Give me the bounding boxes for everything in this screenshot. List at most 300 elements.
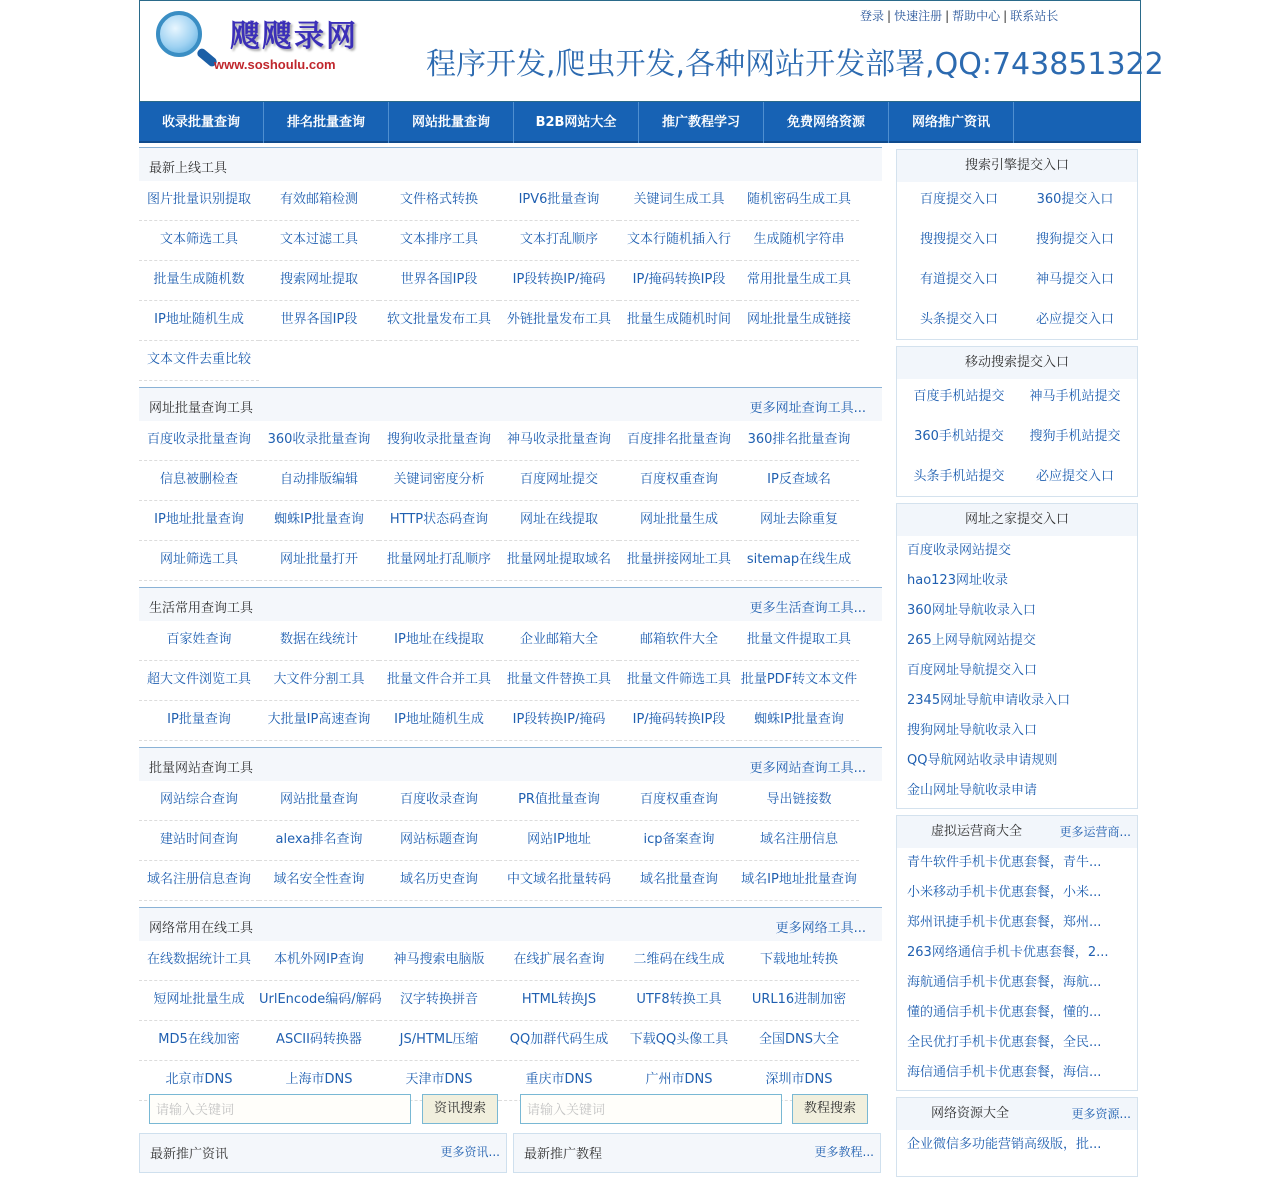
tool-cell xyxy=(259,821,379,861)
tool-link[interactable]: 百度收录批量查询 xyxy=(146,432,251,447)
tool-cell xyxy=(619,861,739,901)
sidebar-link[interactable]: 百度手机站提交 xyxy=(913,389,1005,404)
tool-cell xyxy=(139,1021,259,1061)
tool-link[interactable]: 域名注册信息查询 xyxy=(146,872,251,887)
logo-url: www.soshoulu.com xyxy=(214,57,336,72)
tool-cell xyxy=(139,341,259,381)
tool-link[interactable]: 大文件分割工具 xyxy=(273,672,365,687)
tool-cell xyxy=(739,941,859,981)
tool-link[interactable]: 批量文件合并工具 xyxy=(386,672,491,687)
tool-cell xyxy=(619,621,739,661)
more-news-link[interactable]: 更多资讯... xyxy=(440,1145,500,1159)
tool-link[interactable]: QQ加群代码生成 xyxy=(509,1032,609,1047)
resource-list xyxy=(897,1130,1137,1160)
top-links xyxy=(860,7,1058,24)
tool-cell xyxy=(139,301,259,341)
section-header xyxy=(139,387,882,421)
tool-link[interactable]: 批量文件替换工具 xyxy=(506,672,611,687)
tool-link[interactable]: 搜索网址提取 xyxy=(279,272,358,287)
tool-link[interactable]: 建站时间查询 xyxy=(159,832,238,847)
tool-link[interactable]: 网址批量打开 xyxy=(279,552,358,567)
tool-link[interactable]: IP批量查询 xyxy=(167,712,231,727)
tool-cell xyxy=(379,261,499,301)
more-operators-link[interactable]: 更多运营商... xyxy=(1059,825,1131,839)
tool-cell xyxy=(619,1021,739,1061)
tool-link[interactable]: 域名历史查询 xyxy=(399,872,478,887)
nav-site-submit-panel xyxy=(896,503,1138,809)
tool-cell xyxy=(499,221,619,261)
tool-cell xyxy=(619,541,739,581)
section-more-link[interactable]: 更多网站查询工具... xyxy=(749,761,866,776)
tool-link[interactable]: 网站标题查询 xyxy=(399,832,478,847)
tool-cell xyxy=(499,1021,619,1061)
tool-cell xyxy=(619,261,739,301)
tool-link[interactable]: 百度权重查询 xyxy=(639,792,718,807)
tool-link[interactable]: 有效邮箱检测 xyxy=(279,192,358,207)
tool-grid xyxy=(139,621,871,741)
tool-link[interactable]: 文本行随机插入行 xyxy=(626,232,731,247)
sidebar-link[interactable]: hao123网址收录 xyxy=(907,573,1008,588)
search-engine-submit-panel xyxy=(896,149,1138,340)
operator-list xyxy=(897,848,1137,1088)
tool-cell xyxy=(739,861,859,901)
mobile-submit-panel xyxy=(896,346,1138,497)
tool-link[interactable]: 百度权重查询 xyxy=(639,472,718,487)
tool-link[interactable]: 文本过滤工具 xyxy=(279,232,358,247)
tool-link[interactable]: 广州市DNS xyxy=(645,1072,713,1087)
tool-cell xyxy=(739,261,859,301)
tool-link[interactable]: 文本筛选工具 xyxy=(159,232,238,247)
help-link[interactable]: 帮助中心 xyxy=(952,9,1001,23)
tool-link[interactable]: 企业邮箱大全 xyxy=(519,632,598,647)
tool-cell xyxy=(379,541,499,581)
tool-link[interactable]: MD5在线加密 xyxy=(158,1032,240,1047)
panel-header xyxy=(897,1098,1137,1130)
tool-cell xyxy=(739,821,859,861)
tool-cell xyxy=(139,221,259,261)
tool-link[interactable]: 网址去除重复 xyxy=(759,512,838,527)
tool-link[interactable]: 文本打乱顺序 xyxy=(519,232,598,247)
tool-link[interactable]: 自动排版编辑 xyxy=(279,472,358,487)
tool-cell xyxy=(259,541,379,581)
sidebar-link[interactable]: 百度提交入口 xyxy=(919,192,998,207)
tool-cell xyxy=(739,221,859,261)
tool-link[interactable]: 关键词生成工具 xyxy=(633,192,725,207)
tool-link[interactable]: 全国DNS大全 xyxy=(759,1032,839,1047)
register-link[interactable]: 快速注册 xyxy=(894,9,943,23)
tool-link[interactable]: 网址在线提取 xyxy=(519,512,598,527)
tool-cell xyxy=(259,421,379,461)
tool-cell xyxy=(259,621,379,661)
tool-link[interactable]: 世界各国IP段 xyxy=(400,272,478,287)
network-resources-panel xyxy=(896,1097,1138,1177)
tool-link[interactable]: 文件格式转换 xyxy=(399,192,478,207)
tool-link[interactable]: 短网址批量生成 xyxy=(153,992,245,1007)
sidebar-link[interactable]: 百度收录网站提交 xyxy=(907,543,1012,558)
tool-cell xyxy=(379,1021,499,1061)
tool-link[interactable]: alexa排名查询 xyxy=(275,832,363,847)
tool-link[interactable]: UTF8转换工具 xyxy=(636,992,722,1007)
nav-item-rank-query[interactable]: 排名批量查询 xyxy=(264,102,389,143)
tool-link[interactable]: 批量生成随机时间 xyxy=(626,312,731,327)
tool-link[interactable]: 大批量IP高速查询 xyxy=(267,712,371,727)
tool-link[interactable]: 世界各国IP段 xyxy=(280,312,358,327)
latest-news-panel xyxy=(139,1133,507,1173)
tool-cell xyxy=(619,941,739,981)
tool-cell xyxy=(739,701,859,741)
tool-cell xyxy=(499,181,619,221)
tool-link[interactable]: 在线数据统计工具 xyxy=(146,952,251,967)
login-link[interactable]: 登录 xyxy=(860,9,885,23)
nav-site-list xyxy=(897,536,1137,806)
tool-link[interactable]: 本机外网IP查询 xyxy=(274,952,364,967)
tool-link[interactable]: 神马搜索电脑版 xyxy=(393,952,485,967)
tool-link[interactable]: HTTP状态码查询 xyxy=(389,512,489,527)
section-title: 生活常用查询工具 xyxy=(149,601,254,616)
tool-cell xyxy=(259,301,379,341)
tool-cell xyxy=(379,701,499,741)
tool-link[interactable]: 360排名批量查询 xyxy=(747,432,851,447)
sidebar-link[interactable]: 海航通信手机卡优惠套餐，海航... xyxy=(907,975,1102,990)
tool-cell xyxy=(739,541,859,581)
tool-cell xyxy=(619,781,739,821)
mobile-list xyxy=(897,379,1137,499)
tool-cell xyxy=(259,1021,379,1061)
tool-link[interactable]: 百度排名批量查询 xyxy=(626,432,731,447)
sidebar-link[interactable]: 百度网址导航提交入口 xyxy=(907,663,1038,678)
nav-item-site-query[interactable]: 网站批量查询 xyxy=(389,102,514,143)
tool-cell xyxy=(259,661,379,701)
tool-cell xyxy=(139,941,259,981)
tool-link[interactable]: icp备案查询 xyxy=(643,832,715,847)
tool-cell xyxy=(739,301,859,341)
section-more-link[interactable]: 更多网络工具... xyxy=(775,921,866,936)
tool-link[interactable]: 软文批量发布工具 xyxy=(386,312,491,327)
tool-cell xyxy=(739,621,859,661)
sidebar-link[interactable]: 神马手机站提交 xyxy=(1029,389,1121,404)
tool-link[interactable]: 天津市DNS xyxy=(405,1072,473,1087)
tool-cell xyxy=(259,461,379,501)
logo-text: 飕飕录网 xyxy=(230,19,358,54)
tool-cell xyxy=(139,821,259,861)
tool-link[interactable]: 外链批量发布工具 xyxy=(506,312,611,327)
tool-link[interactable]: 批量网址打乱顺序 xyxy=(386,552,491,567)
tool-cell xyxy=(499,421,619,461)
tool-link[interactable]: 在线扩展名查询 xyxy=(513,952,605,967)
tool-link[interactable]: ASCII码转换器 xyxy=(276,1032,362,1047)
tool-link[interactable]: 重庆市DNS xyxy=(525,1072,593,1087)
panel-title: 搜索引擎提交入口 xyxy=(897,150,1137,182)
tool-link[interactable]: 网址筛选工具 xyxy=(159,552,238,567)
main-content xyxy=(139,147,882,1107)
tool-link[interactable]: IP地址随机生成 xyxy=(154,312,244,327)
tool-cell xyxy=(619,501,739,541)
tool-link[interactable]: 百度收录查询 xyxy=(399,792,478,807)
tool-cell xyxy=(499,781,619,821)
nav-item-tutorials[interactable]: 推广教程学习 xyxy=(639,102,764,143)
tool-link[interactable]: 邮箱软件大全 xyxy=(639,632,718,647)
nav-item-b2b[interactable]: B2B网站大全 xyxy=(514,102,639,143)
news-search-input[interactable] xyxy=(149,1094,411,1124)
sidebar-link[interactable]: 搜狗手机站提交 xyxy=(1029,429,1121,444)
sidebar-link[interactable]: 金山网址导航收录申请 xyxy=(907,783,1038,798)
tool-link[interactable]: 图片批量识别提取 xyxy=(146,192,251,207)
tool-cell xyxy=(499,941,619,981)
tool-cell xyxy=(499,661,619,701)
tool-cell xyxy=(259,781,379,821)
tool-cell xyxy=(499,261,619,301)
tool-cell xyxy=(619,301,739,341)
tool-link[interactable]: 生成随机字符串 xyxy=(753,232,845,247)
tool-link[interactable]: 深圳市DNS xyxy=(765,1072,833,1087)
tool-cell xyxy=(619,461,739,501)
tool-cell xyxy=(139,501,259,541)
tool-cell xyxy=(739,781,859,821)
tool-cell xyxy=(379,781,499,821)
tool-link[interactable]: 360收录批量查询 xyxy=(267,432,371,447)
sidebar-link[interactable]: 搜搜提交入口 xyxy=(919,232,998,247)
tool-link[interactable]: 网址批量生成 xyxy=(639,512,718,527)
tool-cell xyxy=(379,181,499,221)
tool-cell xyxy=(139,661,259,701)
tutorial-search-button[interactable]: 教程搜索 xyxy=(792,1094,868,1124)
nav-item-news[interactable]: 网络推广资讯 xyxy=(889,102,1014,143)
tool-cell xyxy=(139,981,259,1021)
tool-link[interactable]: 域名安全性查询 xyxy=(273,872,365,887)
tool-cell xyxy=(619,661,739,701)
magnifier-icon xyxy=(156,11,202,57)
panel-title: 虚拟运营商大全 xyxy=(931,824,1023,839)
sidebar-link[interactable]: 头条手机站提交 xyxy=(913,469,1005,484)
tool-cell xyxy=(739,501,859,541)
section-more-link[interactable]: 更多网址查询工具... xyxy=(749,401,866,416)
tool-link[interactable]: 批量生成随机数 xyxy=(153,272,245,287)
tool-cell xyxy=(139,541,259,581)
tool-cell xyxy=(499,861,619,901)
tool-link[interactable]: 域名批量查询 xyxy=(639,872,718,887)
tool-cell xyxy=(379,621,499,661)
sidebar-link[interactable]: 必应提交入口 xyxy=(1035,312,1114,327)
tool-link[interactable]: 文本文件去重比较 xyxy=(146,352,251,367)
tool-cell xyxy=(499,461,619,501)
tool-cell xyxy=(499,821,619,861)
section-header xyxy=(139,907,882,941)
tool-cell xyxy=(499,981,619,1021)
more-tutorials-link[interactable]: 更多教程... xyxy=(814,1145,874,1159)
tool-link[interactable]: 超大文件浏览工具 xyxy=(146,672,251,687)
tool-cell xyxy=(379,981,499,1021)
tool-cell xyxy=(139,261,259,301)
nav-item-index-query[interactable]: 收录批量查询 xyxy=(139,102,264,143)
nav-item-resources[interactable]: 免费网络资源 xyxy=(764,102,889,143)
tool-link[interactable]: 网站综合查询 xyxy=(159,792,238,807)
tool-link[interactable]: 网站批量查询 xyxy=(279,792,358,807)
tool-link[interactable]: 搜狗收录批量查询 xyxy=(386,432,491,447)
tool-cell xyxy=(259,221,379,261)
latest-tutorials-panel xyxy=(513,1133,881,1173)
tool-link[interactable]: 常用批量生成工具 xyxy=(746,272,851,287)
sidebar-link[interactable]: 全民优打手机卡优惠套餐，全民... xyxy=(907,1035,1102,1050)
tool-link[interactable]: IP/掩码转换IP段 xyxy=(632,272,726,287)
tool-link[interactable]: JS/HTML压缩 xyxy=(399,1032,479,1047)
tool-cell xyxy=(379,861,499,901)
tool-link[interactable]: 二维码在线生成 xyxy=(633,952,725,967)
tool-link[interactable]: UrlEncode编码/解码 xyxy=(259,992,382,1007)
section-title: 最新上线工具 xyxy=(149,161,228,176)
separator: | xyxy=(887,9,892,23)
tool-link[interactable]: IP地址随机生成 xyxy=(394,712,484,727)
tool-cell xyxy=(619,181,739,221)
tool-cell xyxy=(619,701,739,741)
tool-cell xyxy=(739,981,859,1021)
separator: | xyxy=(945,9,950,23)
latest-tutorials-title: 最新推广教程 xyxy=(524,1147,603,1162)
sidebar-link[interactable]: 搜狗网址导航收录入口 xyxy=(907,723,1038,738)
tool-cell xyxy=(139,781,259,821)
tool-cell xyxy=(739,181,859,221)
tool-cell xyxy=(739,421,859,461)
separator: | xyxy=(1003,9,1008,23)
sidebar-link[interactable]: 265上网导航网站提交 xyxy=(907,633,1036,648)
tool-cell xyxy=(259,981,382,1021)
panel-title: 网址之家提交入口 xyxy=(897,504,1137,536)
tool-grid xyxy=(139,181,871,381)
tool-cell xyxy=(259,181,379,221)
sidebar-link[interactable]: 必应提交入口 xyxy=(1035,469,1114,484)
sidebar-link[interactable]: 263网络通信手机卡优惠套餐，2... xyxy=(907,945,1109,960)
sidebar-link[interactable]: 搜狗提交入口 xyxy=(1035,232,1114,247)
tool-cell xyxy=(619,821,739,861)
tool-link[interactable]: HTML转换JS xyxy=(521,992,597,1007)
sidebar-link[interactable]: 懂的通信手机卡优惠套餐，懂的... xyxy=(907,1005,1102,1020)
tool-cell xyxy=(139,861,259,901)
tool-link[interactable]: 批量网址提取域名 xyxy=(506,552,611,567)
tool-cell xyxy=(739,1021,859,1061)
tool-cell xyxy=(259,501,379,541)
tool-link[interactable]: 下载QQ头像工具 xyxy=(629,1032,729,1047)
tool-link[interactable]: 随机密码生成工具 xyxy=(746,192,851,207)
tutorial-search-input[interactable] xyxy=(520,1094,782,1124)
tool-cell xyxy=(499,621,619,661)
tool-link[interactable]: 蜘蛛IP批量查询 xyxy=(274,512,364,527)
tool-link[interactable]: URL16进制加密 xyxy=(751,992,847,1007)
section-header xyxy=(139,587,882,621)
tool-link[interactable]: IP/掩码转换IP段 xyxy=(632,712,726,727)
tool-link[interactable]: 汉字转换拼音 xyxy=(399,992,478,1007)
tool-cell xyxy=(139,421,259,461)
tool-link[interactable]: 网址批量生成链接 xyxy=(746,312,851,327)
more-resources-link[interactable]: 更多资源... xyxy=(1071,1107,1131,1121)
tool-link[interactable]: 批量文件筛选工具 xyxy=(626,672,731,687)
section-header xyxy=(139,147,882,181)
section-header xyxy=(139,747,882,781)
tool-link[interactable]: 文本排序工具 xyxy=(399,232,478,247)
tool-link[interactable]: sitemap在线生成 xyxy=(746,552,852,567)
tool-cell xyxy=(499,541,619,581)
main-nav xyxy=(139,102,1141,143)
tool-cell xyxy=(379,501,499,541)
tool-link[interactable]: 批量PDF转文本文件 xyxy=(740,672,858,687)
tool-cell xyxy=(739,661,859,701)
tool-link[interactable]: IP反查域名 xyxy=(767,472,831,487)
tool-link[interactable]: 批量拼接网址工具 xyxy=(626,552,731,567)
panel-title: 网络资源大全 xyxy=(931,1106,1010,1121)
sidebar-link[interactable]: 企业微信多功能营销高级版，批... xyxy=(907,1137,1102,1152)
tool-link[interactable]: IP地址批量查询 xyxy=(154,512,244,527)
tool-link[interactable]: IP地址在线提取 xyxy=(394,632,484,647)
tool-link[interactable]: 域名IP地址批量查询 xyxy=(741,872,857,887)
sidebar-link[interactable]: QQ导航网站收录申请规则 xyxy=(907,753,1058,768)
sidebar-link[interactable]: 360提交入口 xyxy=(1036,192,1114,207)
tool-cell xyxy=(619,221,739,261)
tool-link[interactable]: 下载地址转换 xyxy=(759,952,838,967)
tool-link[interactable]: PR值批量查询 xyxy=(518,792,600,807)
tool-cell xyxy=(379,821,499,861)
tool-cell xyxy=(139,461,259,501)
tool-cell xyxy=(619,981,739,1021)
panel-header xyxy=(897,816,1137,848)
sidebar-link[interactable]: 2345网址导航申请收录入口 xyxy=(907,693,1071,708)
tool-cell xyxy=(259,861,379,901)
tool-link[interactable]: 批量文件提取工具 xyxy=(746,632,851,647)
news-search-button[interactable]: 资讯搜索 xyxy=(422,1094,498,1124)
tool-link[interactable]: 百度网址提交 xyxy=(519,472,598,487)
tool-link[interactable]: 导出链接数 xyxy=(766,792,832,807)
sidebar-link[interactable]: 360手机站提交 xyxy=(914,429,1004,444)
sidebar-link[interactable]: 有道提交入口 xyxy=(919,272,998,287)
tool-link[interactable]: 神马收录批量查询 xyxy=(506,432,611,447)
tool-link[interactable]: 上海市DNS xyxy=(285,1072,353,1087)
tool-link[interactable]: 北京市DNS xyxy=(165,1072,233,1087)
tool-link[interactable]: 蜘蛛IP批量查询 xyxy=(754,712,844,727)
tool-cell xyxy=(259,261,379,301)
tool-cell xyxy=(739,461,859,501)
tool-link[interactable]: 百家姓查询 xyxy=(166,632,232,647)
engine-list xyxy=(897,182,1137,342)
tool-cell xyxy=(379,661,499,701)
section-more-link[interactable]: 更多生活查询工具... xyxy=(749,601,866,616)
tool-cell xyxy=(379,221,499,261)
tool-link[interactable]: 数据在线统计 xyxy=(279,632,358,647)
sidebar-link[interactable]: 神马提交入口 xyxy=(1035,272,1114,287)
sidebar-link[interactable]: 小米移动手机卡优惠套餐，小米... xyxy=(907,885,1102,900)
tool-link[interactable]: 域名注册信息 xyxy=(759,832,838,847)
tool-link[interactable]: 信息被删检查 xyxy=(159,472,238,487)
section-title: 网络常用在线工具 xyxy=(149,921,254,936)
tool-link[interactable]: 网站IP地址 xyxy=(527,832,591,847)
tool-cell xyxy=(379,461,499,501)
tool-link[interactable]: IP段转换IP/掩码 xyxy=(512,712,606,727)
tool-link[interactable]: 关键词密度分析 xyxy=(393,472,485,487)
tool-cell xyxy=(499,501,619,541)
tool-cell xyxy=(139,621,259,661)
tool-grid xyxy=(139,781,871,901)
tool-link[interactable]: IP段转换IP/掩码 xyxy=(512,272,606,287)
tool-link[interactable]: IPV6批量查询 xyxy=(518,192,600,207)
tool-cell xyxy=(259,701,379,741)
site-logo[interactable] xyxy=(152,7,372,77)
contact-link[interactable]: 联系站长 xyxy=(1010,9,1059,23)
sidebar-link[interactable]: 海信通信手机卡优惠套餐，海信... xyxy=(907,1065,1102,1080)
tool-cell xyxy=(259,941,379,981)
sidebar-link[interactable]: 郑州讯捷手机卡优惠套餐，郑州... xyxy=(907,915,1102,930)
panel-title: 移动搜索提交入口 xyxy=(897,347,1137,379)
sidebar-link[interactable]: 青牛软件手机卡优惠套餐，青牛... xyxy=(907,855,1102,870)
sidebar-link[interactable]: 360网址导航收录入口 xyxy=(907,603,1036,618)
sidebar-link[interactable]: 头条提交入口 xyxy=(919,312,998,327)
tool-cell xyxy=(139,701,259,741)
tool-link[interactable]: 中文域名批量转码 xyxy=(506,872,611,887)
